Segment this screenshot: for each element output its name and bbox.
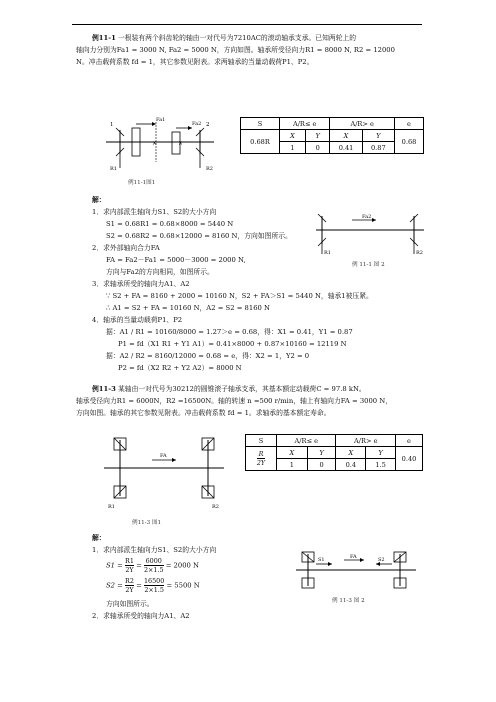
ex1-p2-eq: P2 = fd（X2 R2 + Y2 A2）= 8000 N [118, 364, 242, 372]
ex1-figure2 [312, 208, 432, 256]
ex1-step-2: 2．求外部轴向合力FA [92, 244, 160, 252]
ex1-compare: ∵ S2 + FA = 8160 + 2000 = 10160 N，S2 + FA＞S1 = 5440 N，轴承1被压紧。 [106, 292, 373, 300]
svg-text:Fa1: Fa1 [156, 117, 166, 123]
ex1-intro-line-1: 例11-1 一根装有两个斜齿轮的轴由一对代号为7210AC的滚动轴承支承。已知两轮上的 [92, 34, 357, 42]
ex3-figure1-caption: 例11-3 图1 [132, 520, 162, 526]
table-header-gt: A/R> e [330, 118, 395, 130]
svg-text:R2: R2 [206, 166, 213, 172]
ex1-ratio-1: 据：A1 / R1 = 10160/8000 = 1.27＞e = 0.68，得：X1 = 0.41，Y1 = 0.87 [106, 328, 353, 336]
svg-text:FA: FA [160, 453, 167, 459]
ex3-s2-eq: S2 = $\frac{R2}{2Y}$ = $\frac{16500}{2\times 1.5}$ = 5500 N [106, 577, 200, 594]
table-header-s: S [241, 118, 280, 130]
ex1-s2-eq: S2 = 0.68R2 = 0.68×12000 = 8160 N，方向如图所示。 [106, 232, 292, 240]
ex3-figure2-caption: 例 11-3 图 2 [332, 598, 365, 604]
svg-text:R1: R1 [108, 504, 115, 510]
ex3-dir-note: 方向如图所示。 [106, 600, 154, 608]
ex3-title-label: 例11-3 [92, 385, 116, 393]
ex1-step-4: 4．轴承的当量动载荷P1、P2 [92, 316, 183, 324]
ex1-step-3: 3．求轴承所受的轴向力A1、A2 [92, 280, 190, 288]
ex1-fa-eq: FA = Fa2－Fa1 = 5000－3000 = 2000 N, [106, 256, 246, 264]
svg-text:S2: S2 [378, 557, 385, 563]
ex3-parameter-table: S A/R≤ e A/R> e e $\frac{R}{2Y}$ X Y X Y 0.40 1 0 0.4 1.5 [245, 434, 423, 471]
table-header-le: A/R≤ e [280, 118, 330, 130]
table-s-value: 0.68R [241, 130, 280, 154]
ex3-s1-eq: S1 = $\frac{R1}{2Y}$ = $\frac{6000}{2\times 1.5}$ = 2000 N [106, 557, 199, 574]
svg-text:FA: FA [350, 554, 357, 560]
top-rule [72, 24, 422, 25]
svg-text:×: × [178, 140, 184, 147]
svg-text:Fa2: Fa2 [192, 121, 202, 127]
ex1-figure2-caption: 例 11-1 图 2 [352, 262, 385, 268]
ex1-a-values: ∴ A1 = S2 + FA = 10160 N，A2 = S2 = 8160 N [106, 304, 270, 312]
ex1-intro-line-2: 轴向力分别为Fa1 = 3000 N, Fa2 = 5000 N，方向如图。轴承所受径向力R1 = 8000 N, R2 = 12000 [76, 46, 395, 54]
ex1-ratio-2: 据：A2 / R2 = 8160/12000 = 0.68 = e，得：X2 = 1，Y2 = 0 [106, 352, 310, 360]
ex3-step-2: 2．求轴承所受的轴向力A1、A2 [92, 612, 190, 620]
ex3-intro-line-2: 轴承受径向力R1 = 6000N，R2 =16500N。轴的转速 n =500 r/min，轴上有轴向力FA = 3000 N， [76, 397, 393, 405]
svg-text:S1: S1 [318, 557, 325, 563]
ex1-intro-line-3: N。冲击载荷系数 fd = 1，其它参数见附表。求两轴承的当量动载荷P1、P2。 [76, 58, 314, 66]
ex1-p1-eq: P1 = fd（X1 R1 + Y1 A1）= 0.41×8000 + 0.87×10160 = 12119 N [118, 340, 347, 348]
table-header-e: e [395, 118, 424, 130]
ex1-step-1: 1．求内部派生轴向力S1、S2的大小方向 [92, 208, 217, 216]
ex3-table-s-fraction: $\frac{R}{2Y}$ [246, 447, 277, 471]
ex1-s1-eq: S1 = 0.68R1 = 0.68×8000 = 5440 N [106, 220, 234, 228]
svg-text:×: × [152, 140, 158, 147]
ex1-parameter-table: S A/R≤ e A/R> e e 0.68R X Y X Y 0.68 1 0 0.41 0.87 [240, 117, 424, 154]
ex3-solution-title: 解： [92, 534, 106, 542]
svg-text:2: 2 [206, 122, 210, 128]
ex1-solution-title: 解： [92, 196, 106, 204]
ex3-intro-line-1: 例11-3 某轴由一对代号为30212的圆锥滚子轴承支承，其基本额定动载荷C = 97.8 kN。 [92, 385, 366, 393]
svg-text:R2: R2 [212, 504, 219, 510]
ex3-intro-line-3: 方向如图。轴承的其它参数见附表。冲击载荷系数 fd = 1。求轴承的基本额定寿命。 [76, 409, 331, 417]
ex3-step-1: 1．求内部派生轴向力S1、S2的大小方向 [92, 546, 217, 554]
ex1-figure1 [96, 114, 226, 174]
svg-text:R1: R1 [324, 250, 331, 256]
ex1-title-label: 例11-1 [92, 34, 116, 42]
svg-text:Fa2: Fa2 [362, 214, 372, 220]
ex1-figure1-caption: 例11-1图1 [128, 180, 156, 186]
svg-text:R1: R1 [110, 166, 117, 172]
ex3-figure2 [292, 548, 422, 592]
table-e-value: 0.68 [395, 130, 424, 154]
svg-text:1: 1 [110, 122, 114, 128]
ex3-figure1 [100, 430, 230, 510]
ex1-fa-dir: 方向与Fa2的方向相同，如图所示。 [106, 268, 214, 276]
svg-text:R2: R2 [416, 250, 423, 256]
